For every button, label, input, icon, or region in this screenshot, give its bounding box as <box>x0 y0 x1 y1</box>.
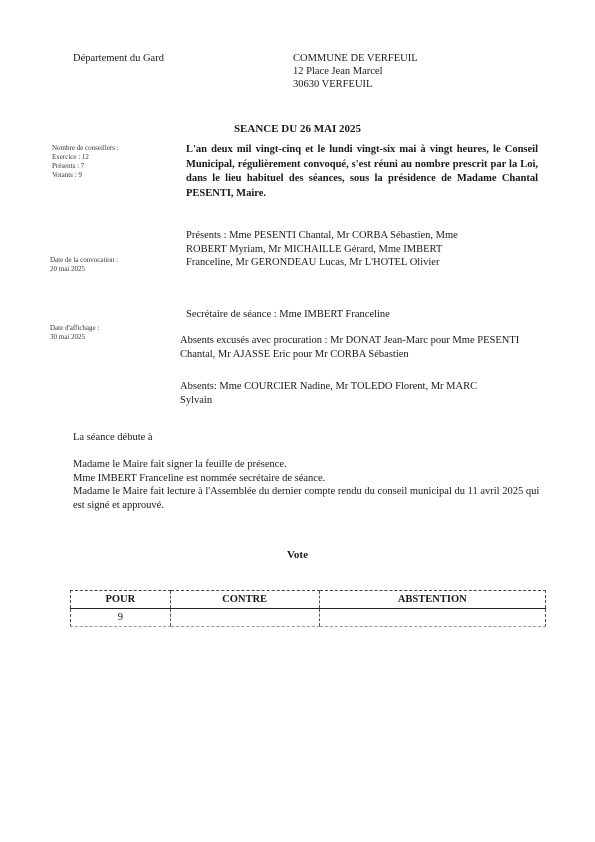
present-members: Présents : Mme PESENTI Chantal, Mr CORBA Sébastien, Mme ROBERT Myriam, Mr MICHAILLE Gérard, Mme IMBERT Franceline, Mr GERONDEAU Lucas, Mr L'HOTEL Olivier <box>186 230 458 268</box>
posting-block <box>50 324 145 342</box>
value-for: 9 <box>71 609 171 627</box>
counsellors-label: Nombre de conseillers : <box>52 144 119 152</box>
intro-paragraph: L'an deux mil vingt-cinq et le lundi vingt-six mai à vingt heures, le Conseil Municipal, régulièrement convoqué, s'est réuni au nombre prescrit par la Loi, dans le lieu habituel des séances, sous la présidence de Madame Chantal PESENTI, Maire. <box>186 144 538 199</box>
vote-table <box>70 590 546 627</box>
posting-date: 30 mai 2025 <box>50 333 85 341</box>
value-against <box>170 609 319 627</box>
vote-values-row <box>71 609 546 627</box>
excused-with-proxy: Absents excusés avec procuration : Mr DONAT Jean-Marc pour Mme PESENTI Chantal, Mr AJASSE Eric pour Mr CORBA Sébastien <box>180 335 520 360</box>
convocation-label: Date de la convocation : <box>50 256 119 264</box>
commune-address <box>293 52 418 91</box>
header-for: POUR <box>71 591 171 609</box>
department-label: Département du Gard <box>73 53 164 64</box>
counsellors-block <box>52 144 147 180</box>
posting-label: Date d'affichage : <box>50 324 100 332</box>
session-title: SEANCE DU 26 MAI 2025 <box>233 123 362 135</box>
header-abstention: ABSTENTION <box>319 591 545 609</box>
session-start: La séance débute à <box>73 432 153 443</box>
in-office-count: Exercice : 12 <box>52 153 89 161</box>
vote-title: Vote <box>287 549 308 561</box>
proceedings-line: Mme IMBERT Franceline est nommée secrétaire de séance. <box>73 472 326 484</box>
session-secretary: Secrétaire de séance : Mme IMBERT Franceline <box>186 309 390 320</box>
present-count: Présents : 7 <box>52 162 85 170</box>
proceedings-body <box>73 458 543 512</box>
convocation-block <box>50 256 145 274</box>
address-line-1: 12 Place Jean Marcel <box>293 66 383 77</box>
absent-members: Absents: Mme COURCIER Nadine, Mr TOLEDO Florent, Mr MARC Sylvain <box>180 381 478 406</box>
proceedings-line: Madame le Maire fait signer la feuille de présence. <box>73 459 287 470</box>
address-line-2: 30630 VERFEUIL <box>293 79 373 90</box>
voters-count: Votants : 9 <box>52 171 82 179</box>
header-against: CONTRE <box>170 591 319 609</box>
commune-name: COMMUNE DE VERFEUIL <box>293 53 418 64</box>
vote-header-row <box>71 591 546 609</box>
proceedings-line: Madame le Maire fait lecture à l'Assemblée du dernier compte rendu du conseil municipal du 11 avril 2025 qui est signé et approuvé. <box>73 486 540 511</box>
value-abstention <box>319 609 545 627</box>
convocation-date: 20 mai 2025 <box>50 265 85 273</box>
